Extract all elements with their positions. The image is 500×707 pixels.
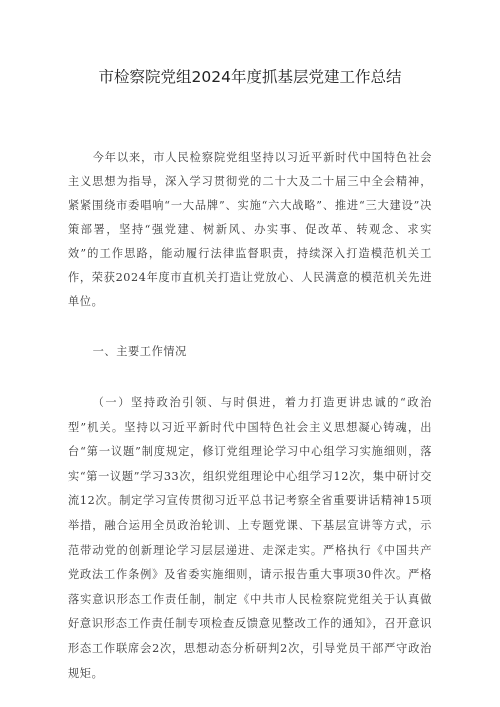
intro-paragraph: 今年以来，市人民检察院党组坚持以习近平新时代中国特色社会主义思想为指导，深入学习贯彻党的二十大及二十届三中全会精神，紧紧围绕市委唱响“一大品牌”、实施“六大战略”、推进“三大建设”决策部署，坚持“强党建、树新风、办实事、促改革、转观念、求实效”的工作思路，能动履行法律监督职责，持续深入打造模范机关工作，荣获2024年度市直机关打造让党放心、人民满意的模范机关先进单位。 <box>68 151 432 308</box>
document-title: 市检察院党组2024年度抓基层党建工作总结 <box>98 68 402 86</box>
section-heading: 一、主要工作情况 <box>92 345 187 358</box>
document-body <box>68 146 432 686</box>
section-paragraph: （一）坚持政治引领、与时俱进，着力打造更讲忠诚的“政治型”机关。坚持以习近平新时代中国特色社会主义思想凝心铸魂，出台“第一议题”制度规定，修订党组理论学习中心组学习实施细则，落实“第一议题”学习33次，组织党组理论中心组学习12次，集中研讨交流12次。制定学习宣传贯彻习近平总书记考察全省重要讲话精神15项举措，融合运用全员政治轮训、上专题党课、下基层宣讲等方式，示范带动党的创新理论学习层层递进、走深走实。严格执行《中国共产党政法工作条例》及省委实施细则，请示报告重大事项30件次。严格落实意识形态工作责任制，制定《中共市人民检察院党组关于认真做好意识形态工作责任制专项检查反馈意见整改工作的通知》，召开意识形态工作联席会2次，思想动态分析研判2次，引导党员干部严守政治规矩。 <box>68 396 432 680</box>
